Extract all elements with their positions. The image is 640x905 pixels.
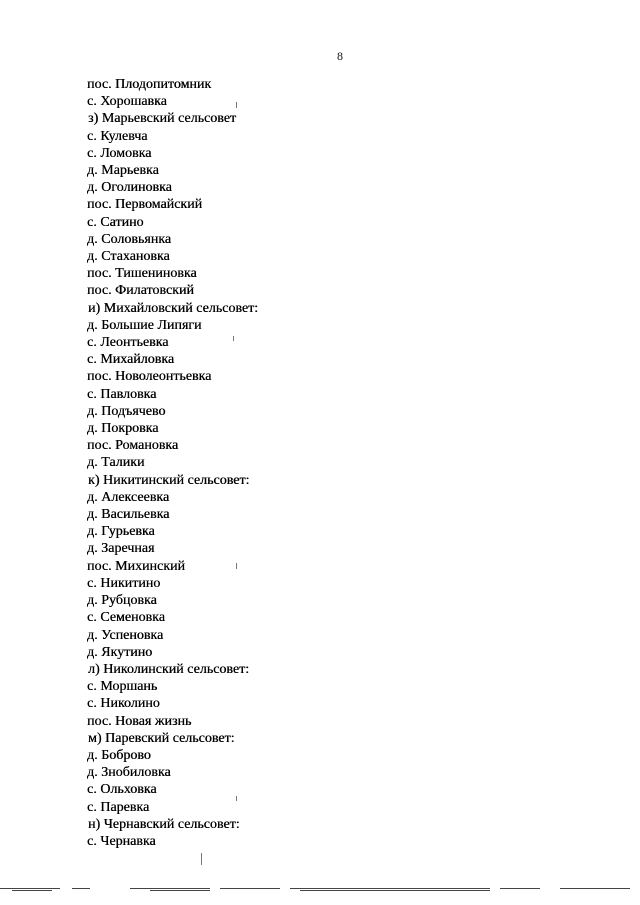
settlement-item: д. Подъячево (87, 403, 166, 419)
settlement-item: с. Чернавка (87, 833, 156, 849)
settlement-item: с. Михайловка (87, 352, 175, 368)
page-number: 8 (337, 49, 343, 63)
settlement-item: пос. Новая жизнь (87, 713, 192, 729)
section-heading: и) Михайловский сельсовет: (88, 300, 259, 316)
settlement-item: с. Никитино (87, 575, 161, 591)
scan-speck (236, 102, 237, 108)
settlement-item: д. Большие Липяги (87, 317, 202, 333)
settlement-item: д. Гурьевка (87, 524, 155, 540)
scan-speck (233, 336, 234, 341)
settlement-item: пос. Плодопитомник (87, 77, 212, 92)
settlement-item: пос. Новолеонтьевка (87, 369, 212, 385)
settlement-list (87, 76, 258, 850)
settlement-item: с. Паревка (87, 799, 150, 815)
scan-speck (201, 853, 202, 865)
settlement-item: д. Талики (87, 455, 145, 471)
settlement-item: с. Моршань (87, 679, 158, 695)
settlement-item: д. Заречная (87, 541, 155, 557)
settlement-item: с. Кулевча (87, 128, 148, 144)
settlement-item: с. Николино (87, 696, 160, 712)
settlement-item: с. Хорошавка (87, 94, 167, 110)
settlement-item: д. Стахановка (87, 249, 170, 265)
settlement-item: д. Якутино (87, 644, 153, 660)
settlement-item: с. Сатино (87, 214, 144, 230)
settlement-item: д. Алексеевка (87, 489, 170, 505)
settlement-item: д. Покровка (87, 421, 159, 437)
settlement-item: д. Соловьянка (87, 231, 171, 247)
settlement-item: д. Успеновка (87, 627, 164, 643)
settlement-item: пос. Тишениновка (87, 266, 197, 282)
settlement-item: пос. Первомайский (87, 197, 203, 213)
settlement-item: с. Ольховка (87, 782, 157, 798)
settlement-item: с. Ломовка (87, 145, 152, 161)
settlement-item: д. Знобиловка (87, 765, 171, 781)
section-heading: з) Марьевский сельсовет (88, 111, 237, 127)
settlement-item: пос. Филатовский (87, 283, 194, 299)
scan-speck (236, 796, 237, 801)
settlement-item: д. Оголиновка (87, 180, 172, 196)
settlement-item: д. Васильевка (87, 507, 170, 523)
section-heading: н) Чернавский сельсовет: (88, 816, 240, 832)
settlement-item: д. Боброво (87, 747, 151, 763)
settlement-item: пос. Михинский (87, 558, 185, 574)
scan-speck (236, 563, 237, 569)
settlement-item: с. Леонтьевка (87, 335, 169, 351)
settlement-item: с. Семеновка (87, 610, 165, 626)
settlement-item: д. Рубцовка (87, 593, 157, 609)
section-heading: л) Николинский сельсовет: (88, 661, 250, 677)
settlement-item: с. Павловка (87, 386, 157, 402)
settlement-item: д. Марьевка (87, 163, 159, 179)
settlement-item: пос. Романовка (87, 438, 179, 454)
section-heading: м) Паревский сельсовет: (88, 730, 235, 746)
section-heading: к) Никитинский сельсовет: (88, 472, 250, 488)
scan-bottom-edge (0, 888, 640, 891)
